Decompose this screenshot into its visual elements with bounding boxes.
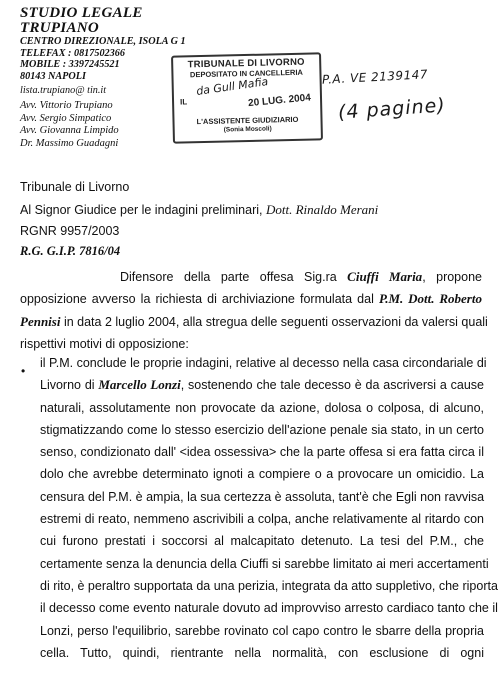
firm-name: STUDIO LEGALE TRUPIANO (20, 5, 143, 36)
handwritten-protocol: P.A. VE 2139147 (321, 67, 429, 87)
paragraph-line: Pennisi in data 2 luglio 2004, alla stregua delle seguenti osservazioni da valersi quali (20, 313, 488, 329)
firm-fax: TELEFAX : 0817502366 (20, 47, 125, 59)
stamp-signature-label: L'ASSISTENTE GIUDIZIARIO (196, 114, 299, 127)
stamp-date: 20 LUG. 2004 (247, 92, 312, 110)
lawyer-name: Avv. Giovanna Limpido (20, 125, 119, 136)
court-name: Tribunale di Livorno (20, 180, 130, 194)
bullet-line: stigmatizzando come lo stesso esercizio dell'azione penale sia stato, in un certo (40, 422, 484, 437)
bullet-paragraph (40, 352, 498, 664)
paragraph-line: opposizione avverso la richiesta di archiviazione formulata dal P.M. Dott. Roberto (20, 291, 482, 307)
rg-gip-number: R.G. G.I.P. 7816/04 (20, 244, 121, 258)
bullet-line: naturali, assolutamente non provocate da azione, dolosa o colposa, di alcuno, (40, 400, 484, 415)
lawyer-name: Avv. Vittorio Trupiano (20, 100, 113, 111)
firm-city: 80143 NAPOLI (20, 70, 86, 82)
firm-email: lista.trupiano@ tin.it (20, 85, 107, 96)
stamp-deposit-line: DEPOSITATO IN CANCELLERIA (189, 67, 303, 80)
paragraph-line: Difensore della parte offesa Sig.ra Ciuffi Maria, propone (120, 269, 482, 284)
judge-name: Dott. Rinaldo Merani (265, 202, 379, 217)
judge-prefix: Al Signor Giudice per le indagini preliminari, (20, 203, 263, 217)
lawyer-name: Dr. Massimo Guadagni (20, 137, 119, 149)
court-filing-stamp (171, 52, 323, 143)
handwritten-note: da Gull Mafia (195, 75, 269, 98)
bullet-line: il P.M. conclude le proprie indagini, relative al decesso nella casa circondariale di (40, 356, 487, 370)
bullet-line: Livorno di Marcello Lonzi, sostenendo che tale decesso è da ascriversi a cause (40, 377, 484, 393)
stamp-clerk-name: (Sonia Moscoli) (223, 125, 272, 134)
bullet-marker: • (21, 364, 26, 378)
prosecutor-surname: Pennisi (20, 313, 61, 329)
lawyer-name: Avv. Sergio Simpatico (20, 112, 112, 124)
paragraph-line: rispettivi motivi di opposizione: (20, 336, 189, 351)
firm-address: CENTRO DIREZIONALE, ISOLA G 1 (20, 36, 186, 47)
party-name: Ciuffi Maria (347, 269, 423, 284)
judge-line (20, 202, 378, 218)
bullet-line: cella. Tutto, quindi, rientrante nella normalità, con esclusione di ogni (40, 645, 484, 660)
stamp-il: IL (179, 97, 188, 107)
prosecutor-name: P.M. Dott. Roberto (378, 291, 482, 307)
bullet-line: senso, condizionato dall' <idea ossessiva> che la parte offesa si era fatta circa il (40, 445, 484, 460)
bullet-line: Lonzi, perso l'equilibrio, sarebbe rovinato col capo contro le sbarre della propria (40, 623, 484, 638)
bullet-line: estremi di reato, nemmeno ascrivibili a colpa, anche relativamente al ritardo con (40, 512, 484, 527)
bullet-line: cui furono prestati i soccorsi al malcapitato detenuto. La tesi del P.M., che (40, 534, 484, 549)
bullet-line: censura del P.M. è ampia, la sua certezza è assoluta, tant'è che Egli non ravvisa (40, 489, 485, 504)
opening-paragraph (20, 266, 488, 355)
bullet-line: di rito, è peraltro supportata da una perizia, integrata da atto suppletivo, che riporta (40, 578, 498, 593)
bullet-line: il decesso come evento naturale dovuto ad improvviso arresto cardiaco tanto che il (40, 601, 498, 616)
bullet-line: certamente senza la denuncia della Ciuffi si sarebbe limitato ai meri accertamenti (40, 556, 489, 571)
stamp-title: TRIBUNALE DI LIVORNO (187, 56, 305, 71)
bullet-line: dolo che avrebbe determinato ignoti a compiere o a provocare un omicidio. La (40, 467, 484, 482)
rgnr-number: RGNR 9957/2003 (20, 224, 120, 238)
handwritten-page-count: (4 pagine) (337, 94, 447, 124)
deceased-name: Marcello Lonzi (98, 377, 181, 393)
firm-mobile: MOBILE : 3397245521 (20, 59, 120, 70)
